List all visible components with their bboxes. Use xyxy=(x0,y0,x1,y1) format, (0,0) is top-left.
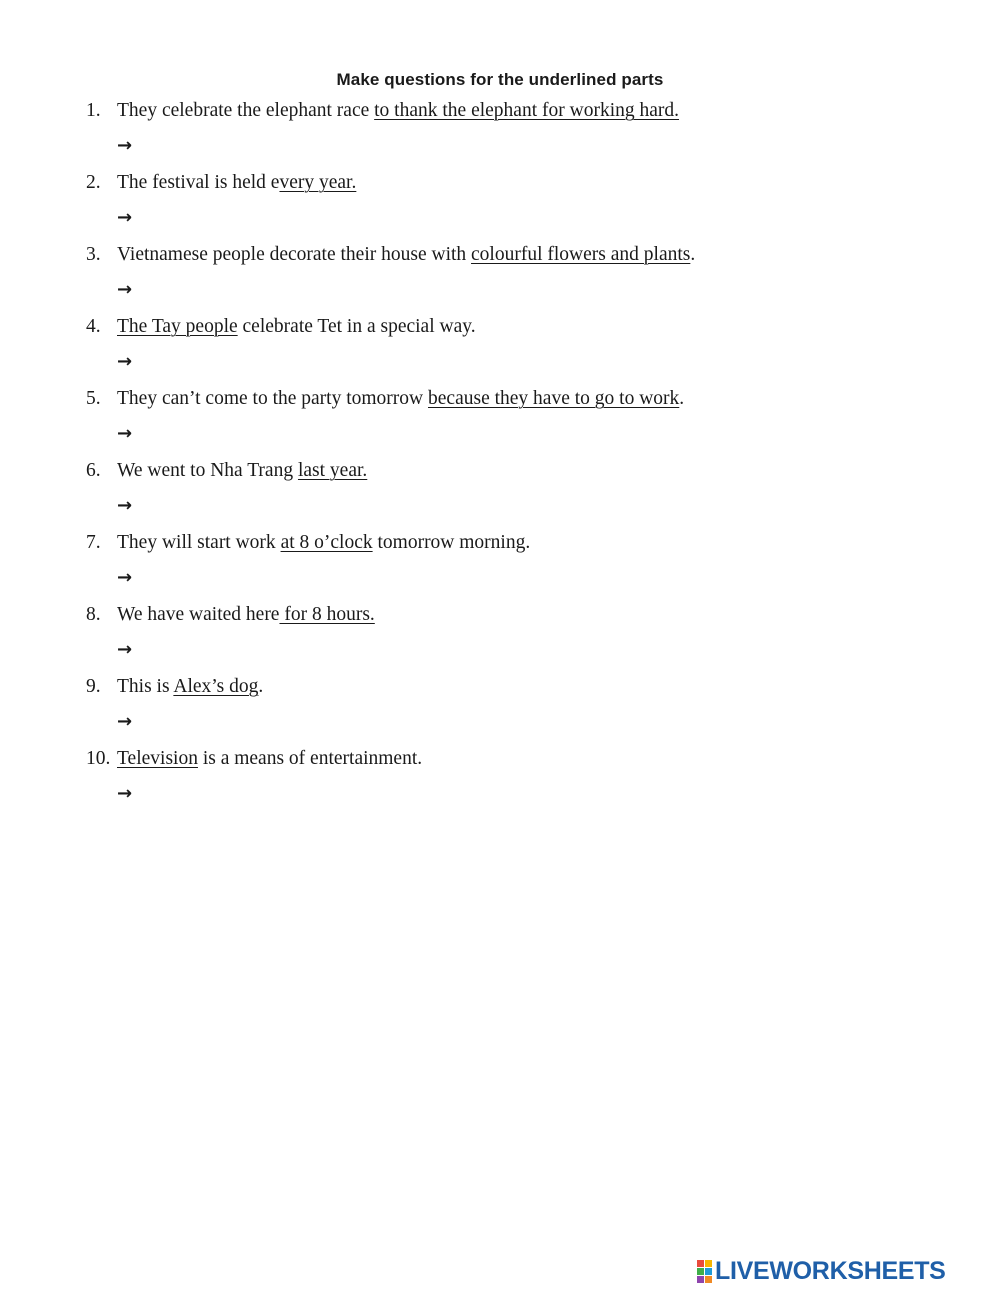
arrow-right-icon: → xyxy=(117,783,133,804)
underlined-part: last year. xyxy=(297,460,368,481)
exercise-item xyxy=(0,242,1000,314)
underlined-part: colourful flowers and plants xyxy=(471,244,691,265)
arrow-right-icon: → xyxy=(117,351,133,372)
underlined-part: at 8 o’clock xyxy=(280,532,373,553)
sentence-text: . xyxy=(690,244,696,265)
sentence-text: We have waited here xyxy=(117,604,280,625)
item-number: 9. xyxy=(86,676,101,697)
exercise-list xyxy=(0,98,1000,818)
arrow-right-icon: → xyxy=(117,711,133,732)
sentence-text: . xyxy=(258,676,264,697)
underlined-part: for 8 hours. xyxy=(279,604,375,625)
sentence-text: They celebrate the elephant race xyxy=(117,100,375,121)
item-number: 8. xyxy=(86,604,101,625)
exercise-item xyxy=(0,386,1000,458)
item-number: 10. xyxy=(86,748,111,769)
exercise-item xyxy=(0,746,1000,818)
item-number: 5. xyxy=(86,388,101,409)
arrow-right-icon: → xyxy=(117,639,133,660)
logo-text: LIVEWORKSHEETS xyxy=(715,1256,946,1285)
item-number: 3. xyxy=(86,244,101,265)
logo-square xyxy=(697,1276,704,1283)
liveworksheets-logo xyxy=(697,1258,946,1284)
sentence xyxy=(117,674,263,700)
exercise-item xyxy=(0,170,1000,242)
arrow-right-icon: → xyxy=(117,135,133,156)
arrow-right-icon: → xyxy=(117,423,133,444)
item-number: 6. xyxy=(86,460,101,481)
logo-square xyxy=(697,1268,704,1275)
worksheet-title: Make questions for the underlined parts xyxy=(336,70,664,89)
sentence xyxy=(117,170,356,196)
sentence-text: . xyxy=(679,388,685,409)
arrow-right-icon: → xyxy=(117,279,133,300)
exercise-item xyxy=(0,674,1000,746)
sentence-text: They will start work xyxy=(117,532,281,553)
item-number: 7. xyxy=(86,532,101,553)
sentence-text: They can’t come to the party tomorrow xyxy=(117,388,429,409)
item-number: 1. xyxy=(86,100,101,121)
sentence xyxy=(117,530,530,556)
logo-square xyxy=(705,1276,712,1283)
logo-blocks-icon xyxy=(697,1260,712,1283)
sentence-text: Vietnamese people decorate their house with xyxy=(117,244,472,265)
arrow-right-icon: → xyxy=(117,495,133,516)
sentence-text: This is xyxy=(117,676,174,697)
sentence xyxy=(117,314,476,340)
underlined-part: to thank the elephant for working hard. xyxy=(374,100,680,121)
sentence xyxy=(117,242,695,268)
logo-square xyxy=(697,1260,704,1267)
sentence-text: celebrate Tet in a special way. xyxy=(237,316,476,337)
sentence xyxy=(117,458,367,484)
item-number: 2. xyxy=(86,172,101,193)
sentence-text: We went to Nha Trang xyxy=(117,460,298,481)
sentence xyxy=(117,602,375,628)
sentence-text: tomorrow morning. xyxy=(372,532,531,553)
underlined-part: because they have to go to work xyxy=(428,388,680,409)
exercise-item xyxy=(0,458,1000,530)
underlined-part: very year. xyxy=(279,172,357,193)
item-number: 4. xyxy=(86,316,101,337)
logo-square xyxy=(705,1260,712,1267)
sentence-text: The festival is held e xyxy=(117,172,280,193)
logo-square xyxy=(705,1268,712,1275)
sentence-text: is a means of entertainment. xyxy=(197,748,423,769)
exercise-item xyxy=(0,98,1000,170)
underlined-part: Television xyxy=(117,748,198,769)
sentence xyxy=(117,746,422,772)
exercise-item xyxy=(0,530,1000,602)
underlined-part: Alex’s dog xyxy=(173,676,259,697)
sentence xyxy=(117,98,679,124)
arrow-right-icon: → xyxy=(117,567,133,588)
exercise-item xyxy=(0,602,1000,674)
underlined-part: The Tay people xyxy=(117,316,238,337)
arrow-right-icon: → xyxy=(117,207,133,228)
sentence xyxy=(117,386,684,412)
exercise-item xyxy=(0,314,1000,386)
